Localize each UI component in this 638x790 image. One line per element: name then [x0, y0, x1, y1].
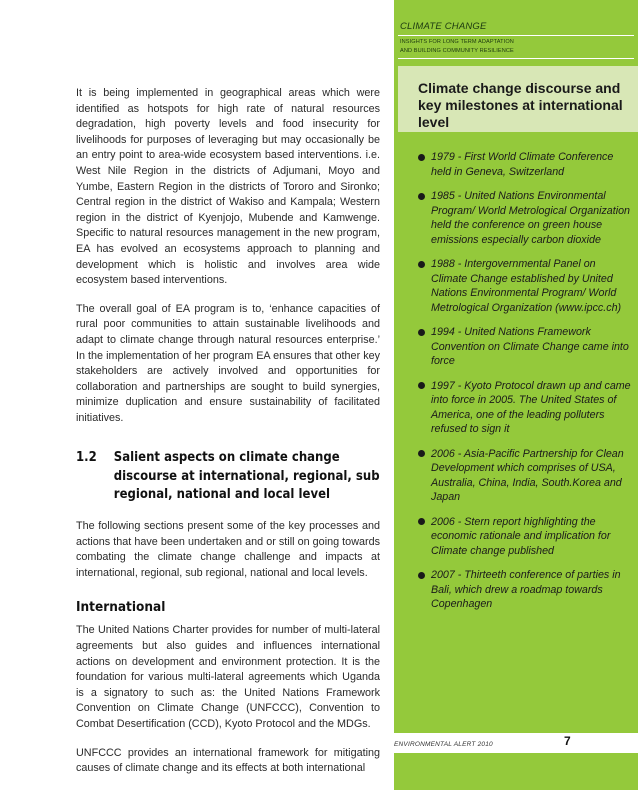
bullet-icon [418, 450, 425, 457]
milestone-text: 1979 - First World Climate Conference held in Geneva, Switzerland [431, 151, 614, 178]
bullet-icon [418, 382, 425, 389]
milestone-item [418, 257, 633, 315]
milestone-text: 1988 - Intergovernmental Panel on Climate Change established by United Nations Environmental Program/ World Metrological Organization (www.ipcc.ch) [431, 258, 622, 314]
header-subtitle-line1: INSIGHTS FOR LONG TERM ADAPTATION [400, 39, 514, 45]
section-heading [76, 449, 380, 505]
milestone-text: 2006 - Stern report highlighting the economic rationale and implication for Climate change published [431, 515, 611, 557]
header-title: CLIMATE CHANGE [400, 21, 487, 32]
header-subtitle-line2: AND BUILDING COMMUNITY RESILIENCE [400, 48, 514, 54]
header-divider [398, 35, 634, 36]
milestones-title-box [398, 66, 638, 132]
paragraph-sections-intro: The following sections present some of the key processes and actions that have been undertaken and or still on going towards combating the climate change challenge and impacts at international, regional, sub regional, national and local levels. [76, 519, 380, 579]
running-header [394, 0, 638, 66]
milestone-item [418, 150, 633, 179]
bullet-icon [418, 572, 425, 579]
milestones-sidebar [394, 0, 638, 790]
bullet-icon [418, 193, 425, 200]
bullet-icon [418, 154, 425, 161]
milestone-item [418, 515, 633, 559]
section-number: 1.2 [76, 450, 97, 466]
milestone-text: 2006 - Asia-Pacific Partnership for Clean Development which comprises of USA, Australia, China, India, South.Korea and Japan [431, 447, 624, 503]
milestone-item [418, 568, 633, 612]
milestone-text: 1997 - Kyoto Protocol drawn up and came into force in 2005. The United States of America, one of the leading polluters refused to sign it [431, 379, 631, 435]
paragraph-unfccc: UNFCCC provides an international framework for mitigating causes of climate change and its effects at both international [76, 746, 380, 775]
paragraph-ea-goal: The overall goal of EA program is to, ‘enhance capacities of rural poor communities to attain sustainable livelihoods and adapt to climate change through natural resources enterprise.’ In the implementation of her program EA ensures that other key stakeholders are actively involved and opportunities for collaboration and partnerships are sought to build synergies, minimize duplication and ensure sustainability of facilitated initiatives. [76, 302, 380, 424]
section-title: Salient aspects on climate change discourse at international, regional, sub regional, national and local level [113, 450, 380, 503]
milestone-item [418, 447, 633, 505]
bullet-icon [418, 261, 425, 268]
bullet-icon [418, 329, 425, 336]
paragraph-ea-implementation: It is being implemented in geographical areas which were identified as hotspots for high rate of natural resources degradation, high poverty levels and food insecurity for livelihoods for purposes of leveraging but may occasionally be an entry point to area-wide ecosystem based interventions. i.e. West Nile Region in the districts of Adjumani, Moyo and Yumbe, Eastern Region in the districts of Tororo and Sironko; Central region in the district of Wakiso and Kampala; Western region in the district of Kyenjojo, Mubende and Kamwenge. Specific to natural resources management in the new program, EA has evolved an ecosystems approach to planning and development which is holistic and involves area wide ecosystem based interventions. [76, 87, 380, 287]
milestones-title: Climate change discourse and key milestones at international level [418, 80, 623, 130]
milestones-list [418, 150, 633, 622]
milestone-item [418, 325, 633, 369]
footer-publication: ENVIRONMENTAL ALERT 2010 [394, 741, 493, 748]
milestone-text: 1985 - United Nations Environmental Program/ World Metrological Organization held the conference on green house emissions especially carbon dioxide [431, 190, 630, 246]
subheading-international: International [76, 599, 166, 616]
milestone-text: 1994 - United Nations Framework Convention on Climate Change came into force [431, 326, 629, 367]
milestone-item [418, 189, 633, 247]
milestone-item [418, 379, 633, 437]
milestone-text: 2007 - Thirteeth conference of parties in Bali, which drew a roadmap towards Copenhagen [431, 569, 621, 610]
header-divider-bottom [398, 58, 634, 59]
paragraph-un-charter: The United Nations Charter provides for number of multi-lateral agreements but also guides and influences international actions on development and environment protection. It is the foundation for various multi-lateral agreements which Uganda is a signatory to such as: the United Nations Framework Convention on Climate Change (UNFCCC), Convention to Combat Desertification (CCD), Kyoto Protocol and the MDGs. [76, 624, 380, 730]
main-column [76, 86, 380, 790]
bullet-icon [418, 518, 425, 525]
page-number: 7 [564, 734, 571, 748]
